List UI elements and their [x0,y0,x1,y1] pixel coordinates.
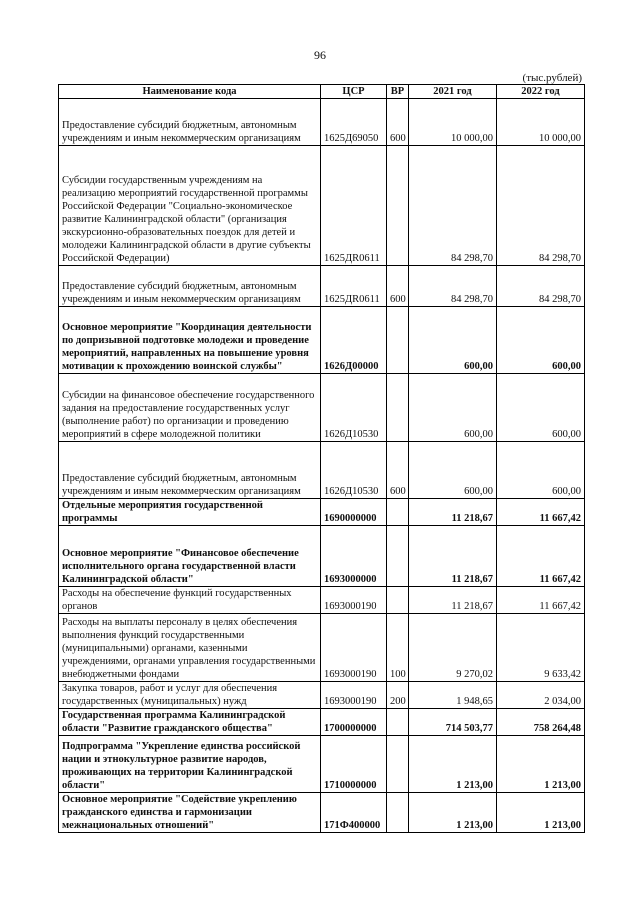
row-name-cell: Расходы на выплаты персоналу в целях обеспечения выполнения функций государственными (муниципальными) органами, казенными учреждениями, органами управления государственными внебюджетными фондами [59,614,321,682]
row-name-cell: Закупка товаров, работ и услуг для обеспечения государственных (муниципальных) нужд [59,682,321,709]
unit-note: (тыс.рублей) [522,72,582,84]
row-vr-cell: 600 [387,266,409,307]
row-vr-cell [387,374,409,442]
row-2022-cell: 600,00 [497,442,585,499]
row-csr-cell: 1693000190 [321,587,387,614]
row-csr-cell: 1626Д00000 [321,307,387,374]
table-row [59,736,585,793]
table-row [59,374,585,442]
table-row [59,266,585,307]
row-2022-cell: 1 213,00 [497,793,585,833]
row-csr-cell: 1690000000 [321,499,387,526]
row-csr-cell: 1693000190 [321,682,387,709]
table-row [59,442,585,499]
row-2021-cell: 10 000,00 [409,99,497,146]
column-header-2021: 2021 год [409,85,497,99]
table-row [59,682,585,709]
row-2022-cell: 84 298,70 [497,146,585,266]
row-2021-cell: 1 948,65 [409,682,497,709]
row-vr-cell [387,307,409,374]
row-2021-cell: 9 270,02 [409,614,497,682]
row-csr-cell: 1626Д10530 [321,442,387,499]
row-csr-cell: 1625ДR0611 [321,146,387,266]
table-row [59,307,585,374]
row-vr-cell [387,736,409,793]
row-2022-cell: 84 298,70 [497,266,585,307]
table-row [59,709,585,736]
row-2022-cell: 758 264,48 [497,709,585,736]
row-csr-cell: 1625ДR0611 [321,266,387,307]
row-2022-cell: 11 667,42 [497,526,585,587]
table-header-row [59,85,585,99]
table-row [59,146,585,266]
table-row [59,614,585,682]
table-row [59,793,585,833]
table-row [59,99,585,146]
row-2021-cell: 1 213,00 [409,736,497,793]
table-row [59,526,585,587]
row-vr-cell [387,709,409,736]
row-2021-cell: 714 503,77 [409,709,497,736]
row-name-cell: Основное мероприятие "Финансовое обеспечение исполнительного органа государственной власти Калининградской области" [59,526,321,587]
row-name-cell: Предоставление субсидий бюджетным, автономным учреждениям и иным некоммерческим организациям [59,266,321,307]
row-2021-cell: 600,00 [409,374,497,442]
row-2021-cell: 600,00 [409,307,497,374]
row-2021-cell: 11 218,67 [409,526,497,587]
column-header-csr: ЦСР [321,85,387,99]
row-2021-cell: 11 218,67 [409,587,497,614]
row-2021-cell: 600,00 [409,442,497,499]
table-body [59,99,585,833]
row-2021-cell: 11 218,67 [409,499,497,526]
row-2021-cell: 84 298,70 [409,146,497,266]
budget-table [58,84,585,833]
row-2021-cell: 1 213,00 [409,793,497,833]
row-name-cell: Субсидии государственным учреждениям на реализацию мероприятий государственной программы Российской Федерации "Социально-экономическое развитие Калининградской области" (организация экскурсионно-образовательных поездок для детей и молодежи Калининградской области в другие субъекты Российской Федерации) [59,146,321,266]
row-name-cell: Предоставление субсидий бюджетным, автономным учреждениям и иным некоммерческим организациям [59,442,321,499]
row-vr-cell: 600 [387,442,409,499]
row-name-cell: Расходы на обеспечение функций государственных органов [59,587,321,614]
row-csr-cell: 1700000000 [321,709,387,736]
row-vr-cell: 600 [387,99,409,146]
row-2022-cell: 11 667,42 [497,499,585,526]
page-number: 96 [314,48,326,62]
row-vr-cell: 200 [387,682,409,709]
row-csr-cell: 1710000000 [321,736,387,793]
row-2022-cell: 600,00 [497,374,585,442]
row-csr-cell: 1625Д69050 [321,99,387,146]
row-name-cell: Государственная программа Калининградской области "Развитие гражданского общества" [59,709,321,736]
row-name-cell: Основное мероприятие "Координация деятельности по допризывной подготовке молодежи и проведение мероприятий, направленных на повышение уровня мотивации к прохождению воинской службы" [59,307,321,374]
row-csr-cell: 171Ф400000 [321,793,387,833]
row-2022-cell: 600,00 [497,307,585,374]
column-header-name: Наименование кода [59,85,321,99]
table-row [59,499,585,526]
row-vr-cell: 100 [387,614,409,682]
row-csr-cell: 1626Д10530 [321,374,387,442]
row-2022-cell: 10 000,00 [497,99,585,146]
row-csr-cell: 1693000000 [321,526,387,587]
row-vr-cell [387,499,409,526]
column-header-2022: 2022 год [497,85,585,99]
row-vr-cell [387,793,409,833]
row-2021-cell: 84 298,70 [409,266,497,307]
row-2022-cell: 9 633,42 [497,614,585,682]
row-name-cell: Подпрограмма "Укрепление единства российской нации и этнокультурное развитие народов, проживающих на территории Калининградской области" [59,736,321,793]
row-vr-cell [387,146,409,266]
row-vr-cell [387,587,409,614]
row-name-cell: Отдельные мероприятия государственной программы [59,499,321,526]
row-vr-cell [387,526,409,587]
table-row [59,587,585,614]
column-header-vr: ВР [387,85,409,99]
row-2022-cell: 2 034,00 [497,682,585,709]
row-name-cell: Основное мероприятие "Содействие укреплению гражданского единства и гармонизации межнациональных отношений" [59,793,321,833]
row-name-cell: Субсидии на финансовое обеспечение государственного задания на предоставление государственных услуг (выполнение работ) по организации и проведению мероприятий в сфере молодежной политики [59,374,321,442]
row-2022-cell: 11 667,42 [497,587,585,614]
row-csr-cell: 1693000190 [321,614,387,682]
row-2022-cell: 1 213,00 [497,736,585,793]
row-name-cell: Предоставление субсидий бюджетным, автономным учреждениям и иным некоммерческим организациям [59,99,321,146]
